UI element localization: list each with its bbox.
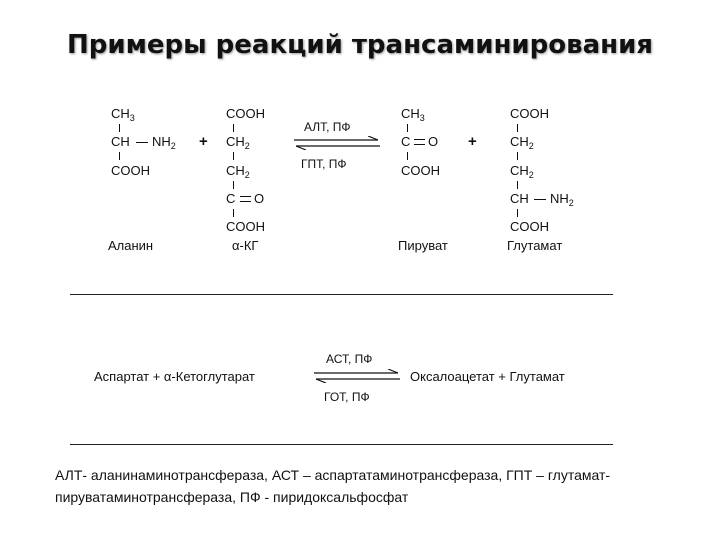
enzyme-reverse-label: ГОТ, ПФ — [324, 390, 370, 404]
alanine-ch: CH — [111, 134, 130, 149]
enzyme-reverse-label: ГПТ, ПФ — [301, 157, 347, 171]
glutamate-cooh-top: COOH — [510, 106, 549, 121]
enzyme-forward-label: АСТ, ПФ — [326, 352, 373, 366]
pyruvate-cooh: COOH — [401, 163, 440, 178]
bond-line — [407, 152, 408, 160]
equilibrium-arrow-icon — [312, 369, 402, 383]
bond-line — [517, 181, 518, 189]
pyruvate-ch3: $CH_3$ — [401, 106, 425, 123]
akg-cooh-top: COOH — [226, 106, 265, 121]
bond-line — [233, 209, 234, 217]
abbreviation-legend: АЛТ- аланинаминотрансфераза, АСТ – аспартатаминотрансфераза, ГПТ – глутамат-пируватаминотрансфераза, ПФ - пиридоксальфосфат — [55, 467, 611, 505]
plus-sign: + — [199, 133, 208, 150]
pyruvate-oxygen: O — [428, 134, 439, 149]
bond-line — [119, 152, 120, 160]
alanine-nh2: $NH_2$ — [152, 134, 176, 151]
akg-cooh-bottom: COOH — [226, 219, 265, 234]
bond-line — [407, 124, 408, 132]
divider — [70, 444, 613, 445]
pyruvate-carbon: C — [401, 134, 411, 149]
akg-carbon: C — [226, 191, 236, 206]
akg-ch2-1: $CH_2$ — [226, 134, 250, 151]
glutamate-ch: CH — [510, 191, 529, 206]
reaction-2-products: Оксалоацетат + Глутамат — [410, 369, 565, 384]
alpha-kg-label: α-КГ — [232, 238, 259, 253]
double-bond — [414, 139, 425, 145]
bond-line — [517, 209, 518, 217]
alanine-cooh: COOH — [111, 163, 150, 178]
akg-oxygen: O — [254, 191, 265, 206]
bond-line — [534, 199, 546, 200]
plus-sign: + — [468, 133, 477, 150]
page-title: Примеры реакций трансаминирования — [67, 30, 653, 60]
glutamate-nh2: $NH_2$ — [550, 191, 574, 208]
bond-line — [136, 142, 148, 143]
bond-line — [517, 124, 518, 132]
glutamate-ch2-1: $CH_2$ — [510, 134, 534, 151]
bond-line — [233, 124, 234, 132]
glutamate-cooh-bottom: COOH — [510, 219, 549, 234]
divider — [70, 294, 613, 295]
glutamate-ch2-2: $CH_2$ — [510, 163, 534, 180]
bond-line — [233, 152, 234, 160]
bond-line — [517, 152, 518, 160]
alanine-ch3: $CH_3$ — [111, 106, 135, 123]
pyruvate-label: Пируват — [398, 238, 448, 253]
bond-line — [119, 124, 120, 132]
equilibrium-arrow-icon — [292, 136, 382, 150]
akg-ch2-2: $CH_2$ — [226, 163, 250, 180]
glutamate-label: Глутамат — [507, 238, 563, 253]
reaction-2-substrates: Аспартат + α-Кетоглутарат — [94, 369, 255, 384]
bond-line — [233, 181, 234, 189]
alanine-label: Аланин — [108, 238, 154, 253]
double-bond — [240, 196, 251, 202]
enzyme-forward-label: АЛТ, ПФ — [304, 120, 351, 134]
